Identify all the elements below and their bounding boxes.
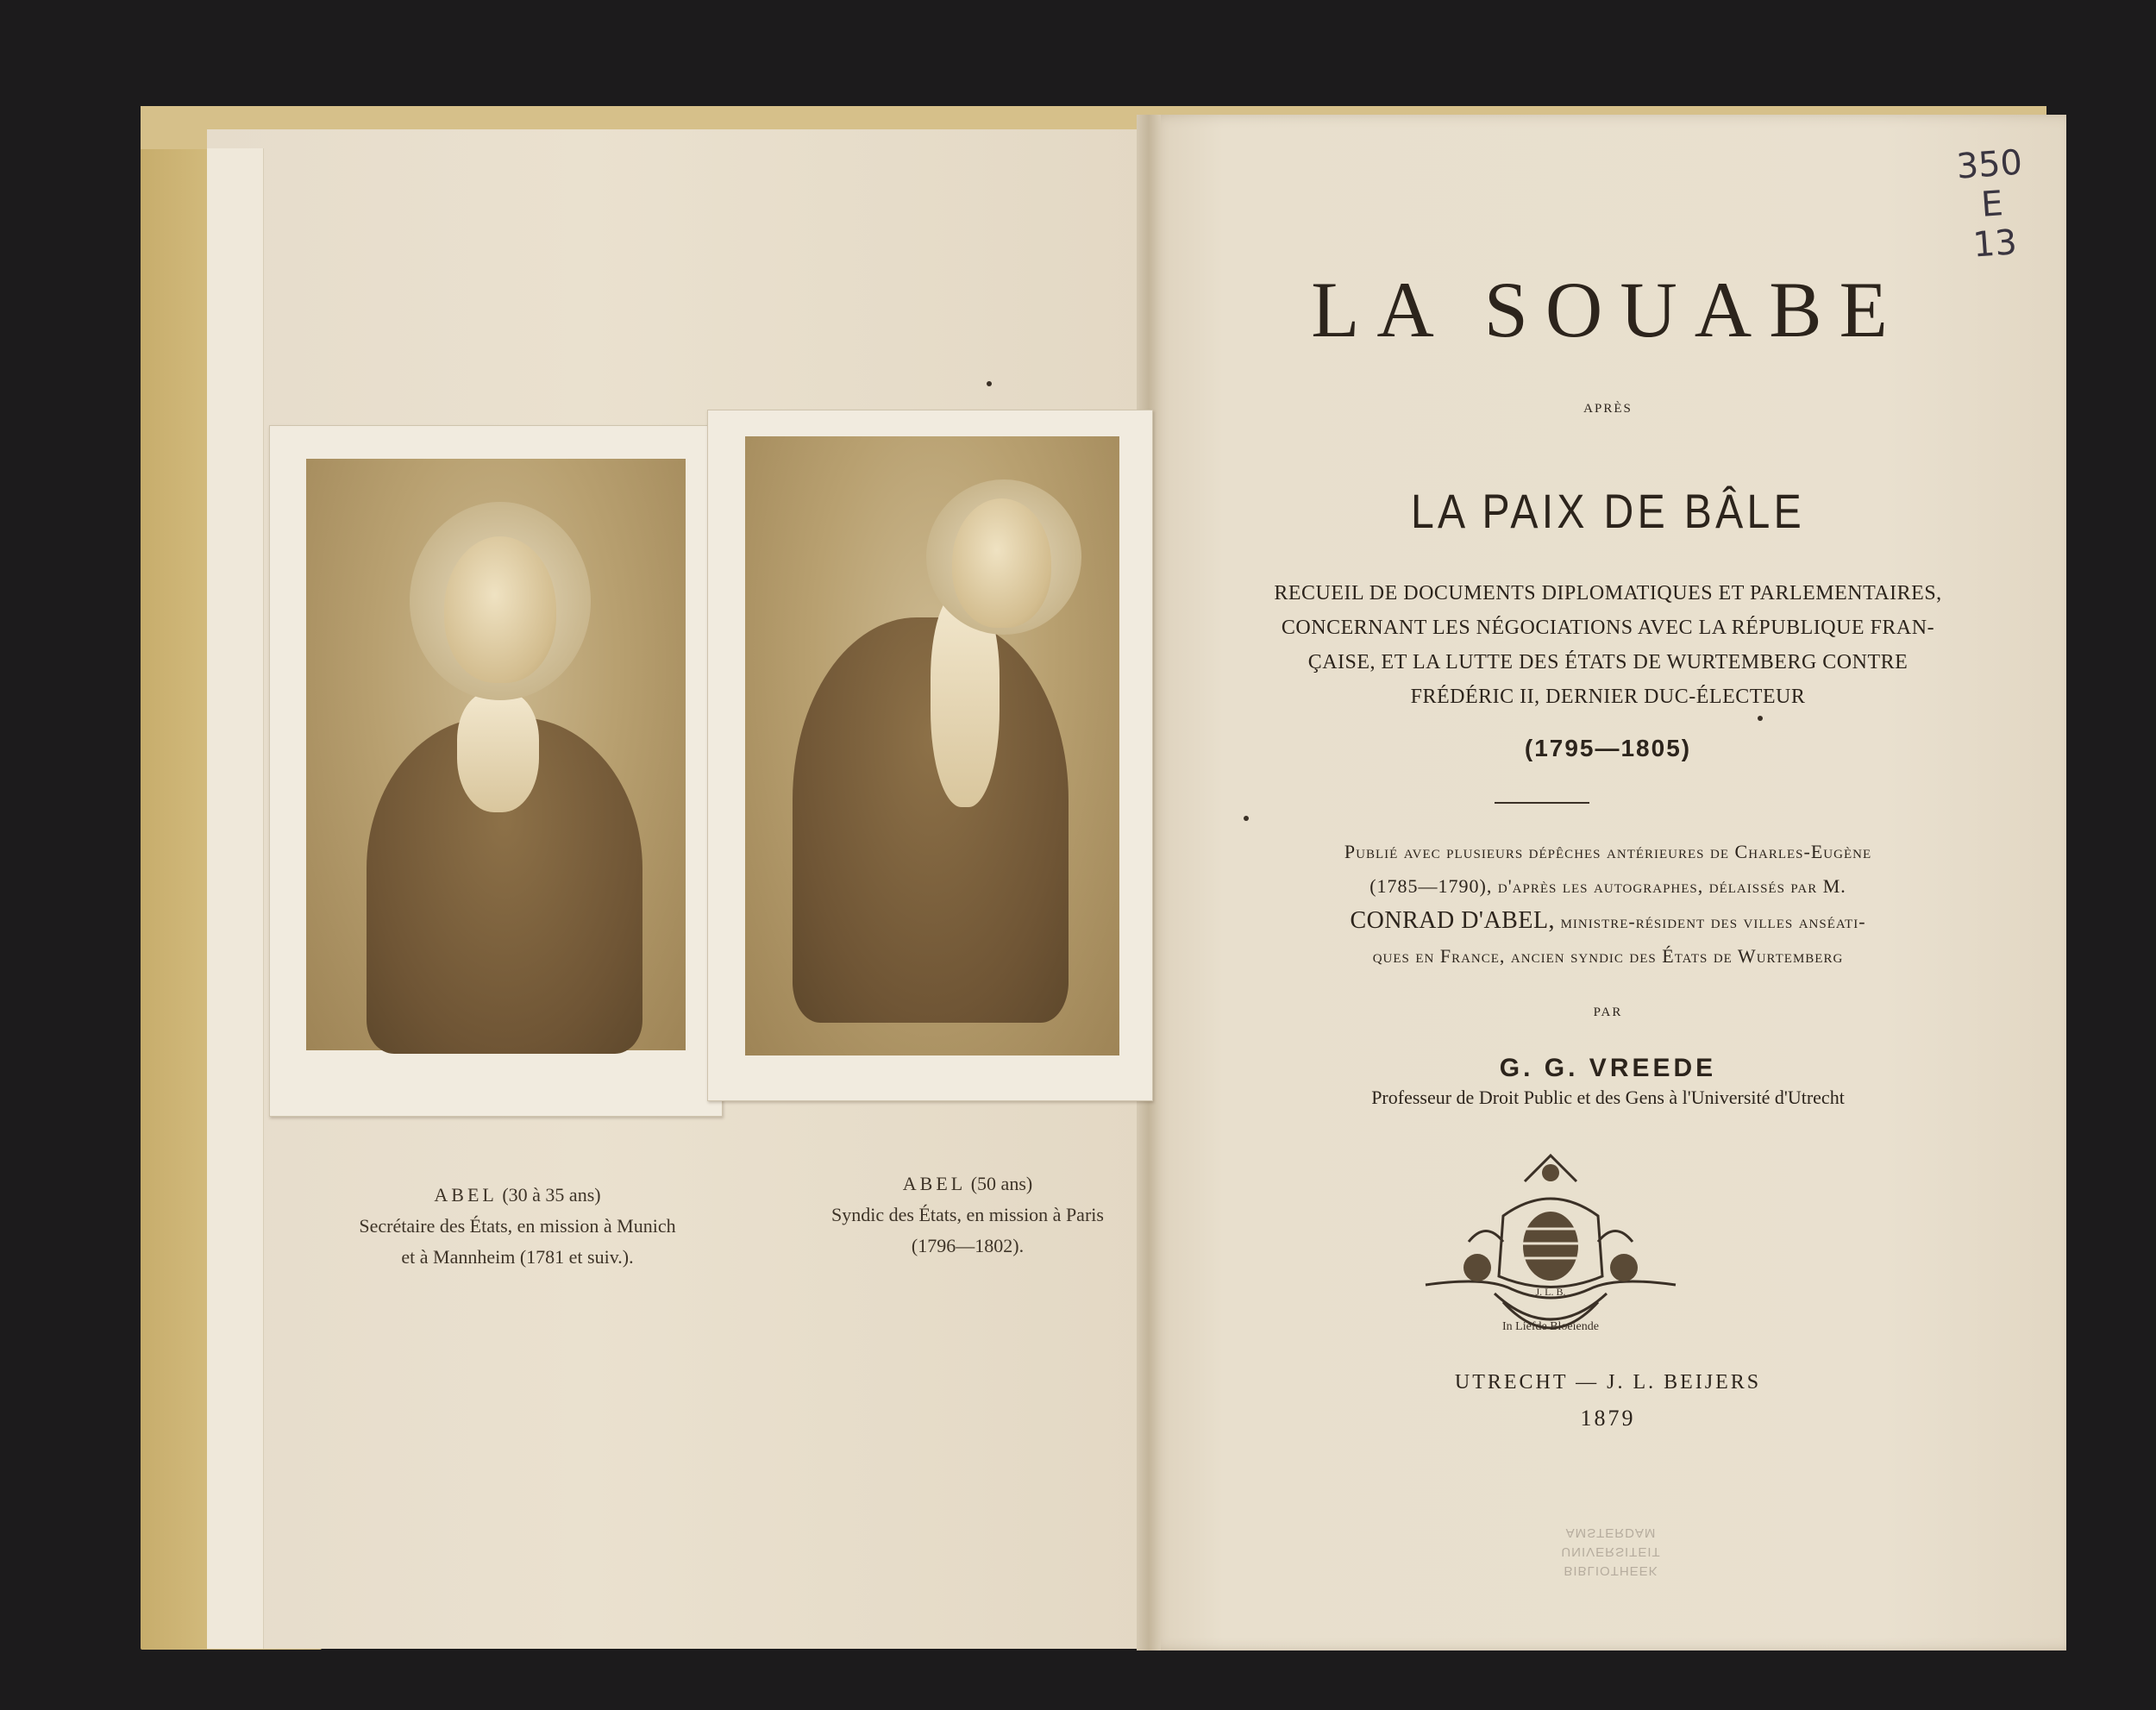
ink-speck [987, 381, 992, 386]
book-subtitle: LA PAIX DE BÂLE [1410, 484, 1806, 538]
publisher-imprint: UTRECHT — J. L. BEIJERS [1454, 1371, 1762, 1394]
author-title: Professeur de Droit Public et des Gens à l'Université d'Utrecht [1371, 1087, 1845, 1108]
title-divider-rule [1495, 802, 1589, 804]
ink-speck [1758, 716, 1763, 721]
photo-card-young-abel [269, 425, 723, 1117]
ink-speck [1244, 816, 1249, 821]
photo-card-older-abel [707, 410, 1153, 1101]
left-page-stub [207, 148, 264, 1649]
period-dates: (1795—1805) [1524, 735, 1692, 761]
publication-year: 1879 [1580, 1406, 1636, 1431]
recueil-description: RECUEIL DE DOCUMENTS DIPLOMATIQUES ET PARLEMENTAIRES, CONCERNANT LES NÉGOCIATIONS AVEC LA RÉPUBLIQUE FRAN- ÇAISE, ET LA LUTTE DES ÉTATS DE WURTEMBERG CONTRE FRÉDÉRIC II, DERNIER DUC-ÉLECTEUR [1274, 582, 1942, 708]
author-name: G. G. VREEDE [1499, 1054, 1717, 1082]
emblem-motto: In Liefde Bloeiende [1502, 1320, 1599, 1333]
caption-young-abel: ABEL (30 à 35 ans) Secrétaire des États, en mission à Munich et à Mannheim (1781 et suiv.). [359, 1184, 676, 1268]
caption-name: ABEL [434, 1184, 498, 1206]
emblem-initials: J. L. B. [1535, 1286, 1566, 1298]
par-label: PAR [1593, 1005, 1623, 1019]
conrad-dabel: CONRAD D'ABEL, [1350, 907, 1556, 934]
portrait-older-abel [745, 436, 1119, 1055]
book-title: LA SOUABE [1311, 266, 1905, 354]
beehive-emblem-icon [1417, 1147, 1684, 1354]
publication-note: Publié avec plusieurs dépêches antérieures de Charles-Eugène (1785—1790), d'après les autographes, délaissés par M. CONRAD D'ABEL, ministre-résident des villes anséati- ques en France, ancien syndic des États de Wurtemberg [1344, 841, 1872, 967]
library-stamp: BIBLIOTHEEK UNIVERSITEIT AMSTERDAM [1561, 1525, 1661, 1578]
caption-older-abel: ABEL (50 ans) Syndic des États, en mission à Paris (1796—1802). [831, 1173, 1104, 1256]
title-apres: APRÈS [1583, 402, 1633, 416]
caption-name: ABEL [902, 1173, 967, 1194]
shelfmark-annotation: 350 E 13 [1955, 142, 2024, 266]
portrait-young-abel [306, 459, 686, 1050]
